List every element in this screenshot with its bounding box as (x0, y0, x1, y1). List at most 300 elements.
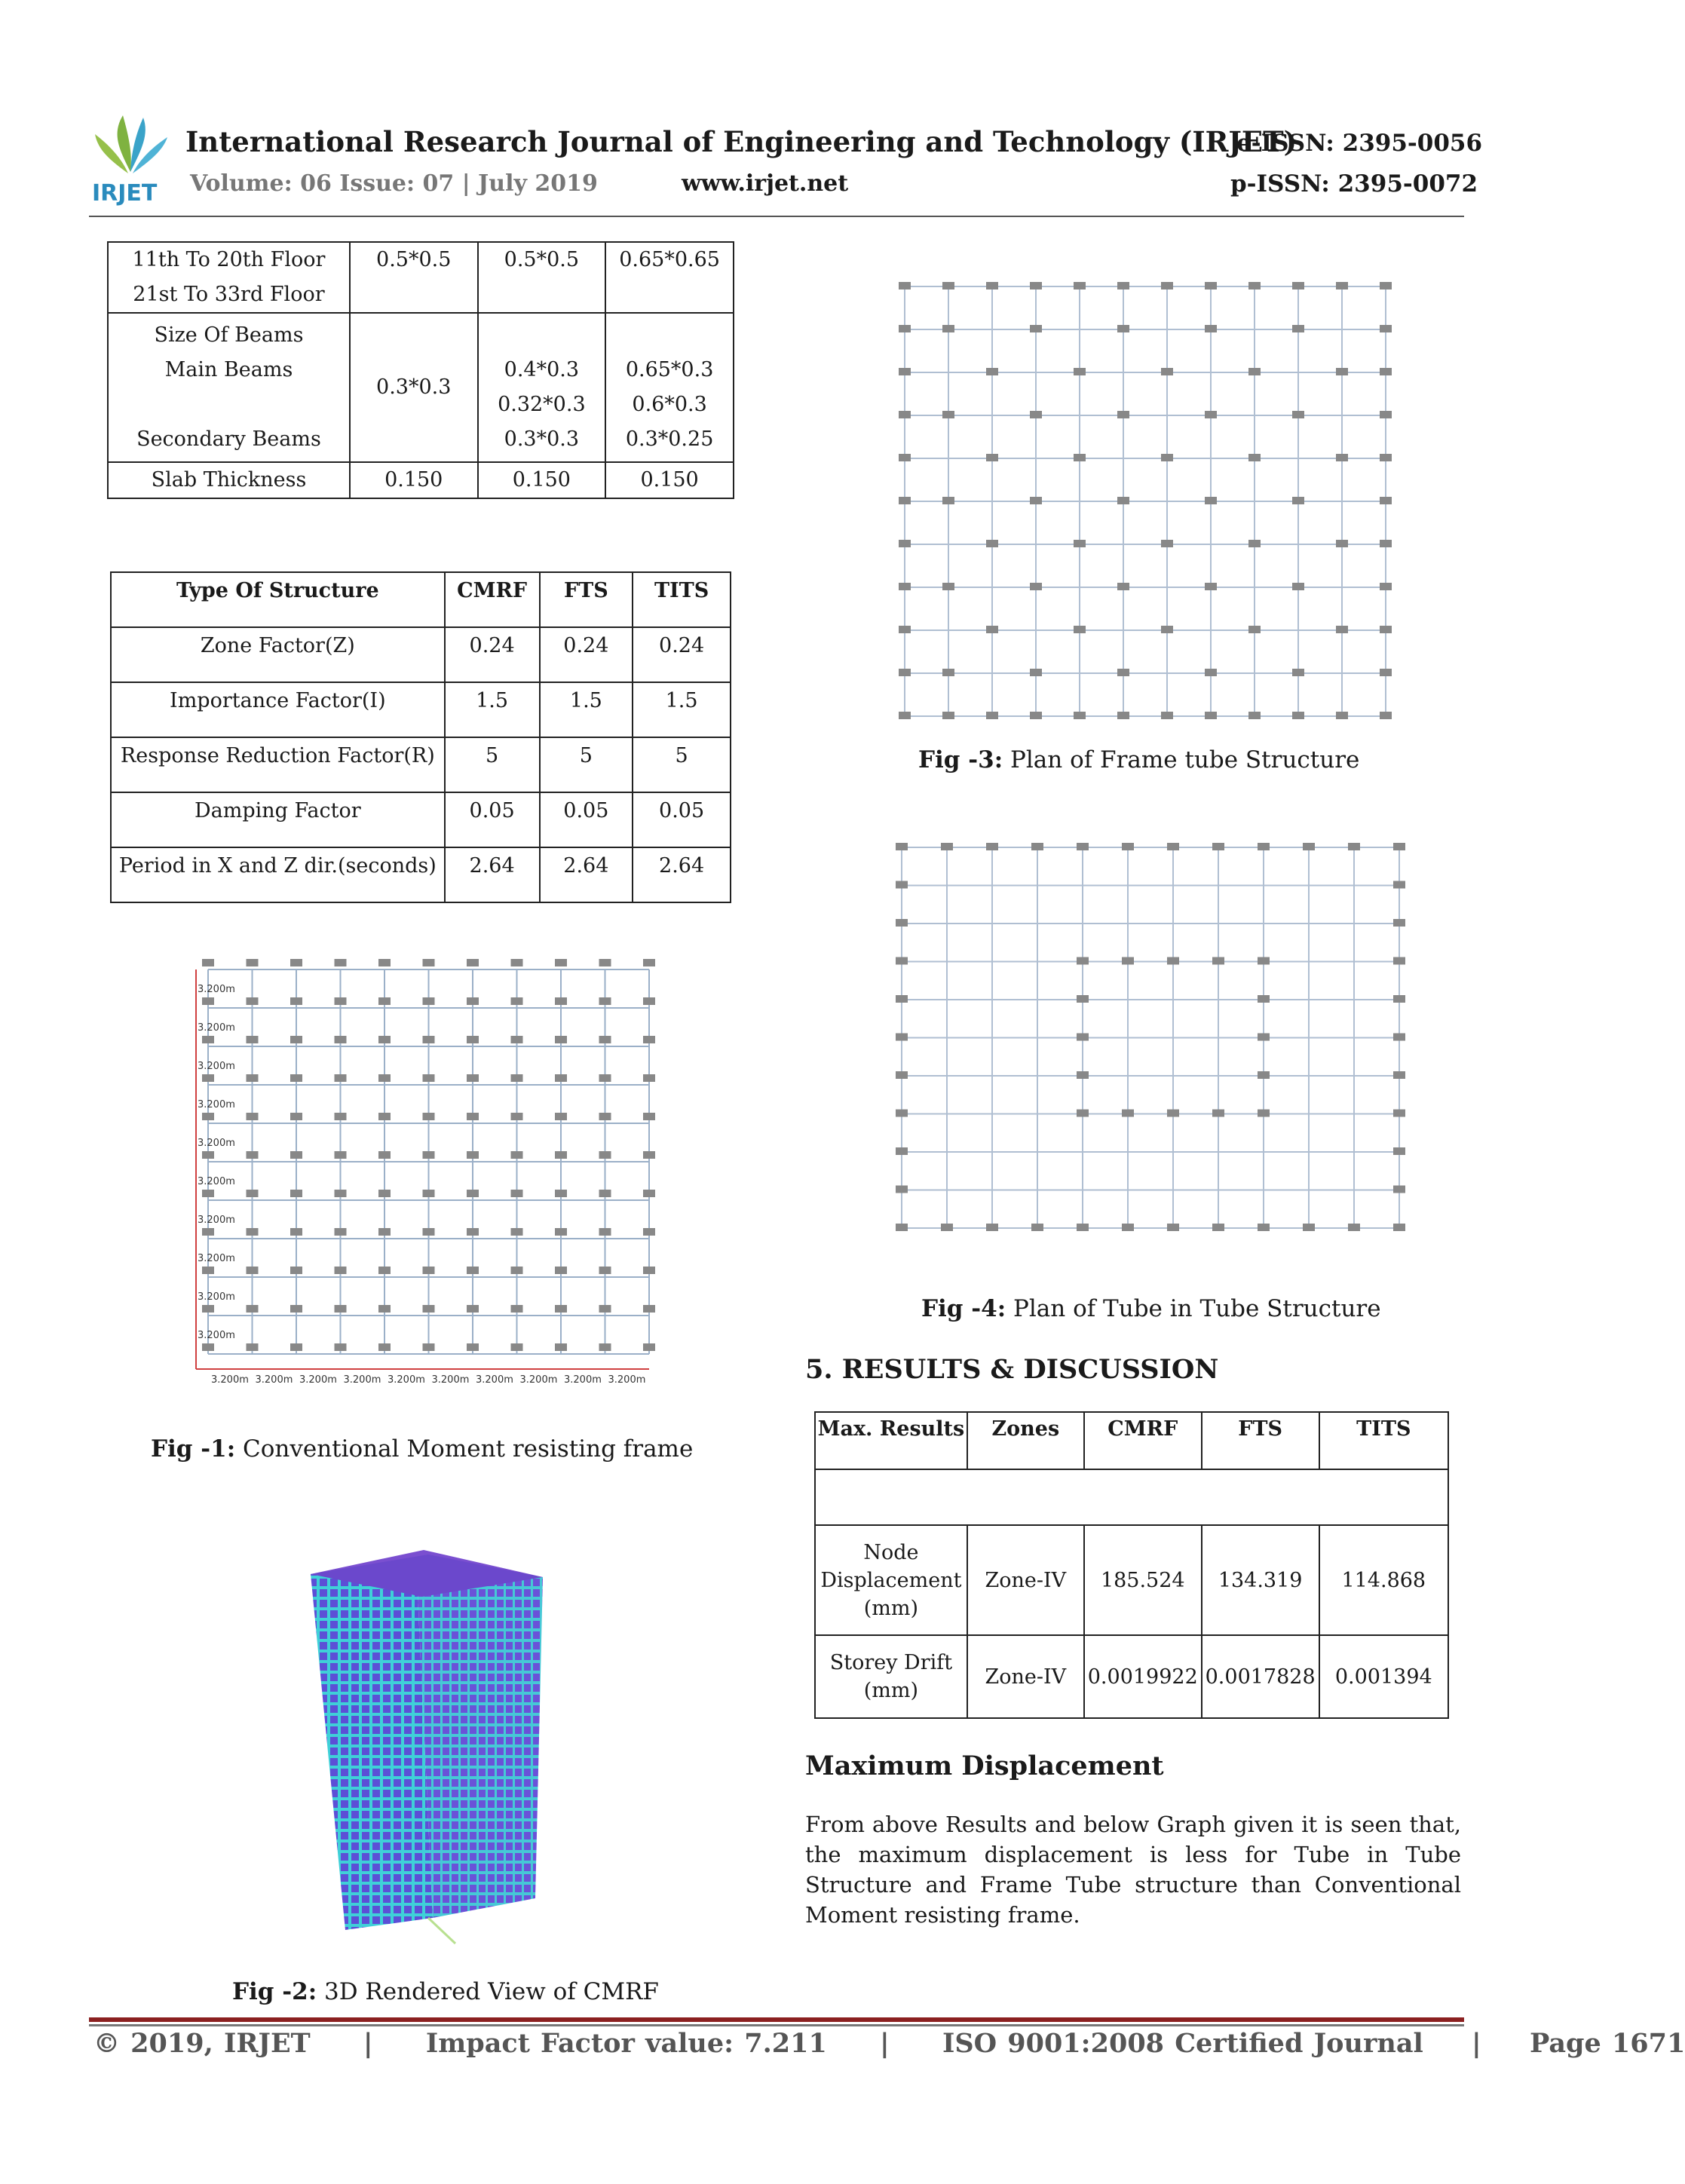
support-icon (1258, 843, 1270, 850)
support-icon (643, 997, 655, 1005)
support-icon (1380, 411, 1392, 418)
support-icon (1077, 1071, 1089, 1079)
support-icon (1122, 843, 1134, 850)
support-icon (896, 1147, 908, 1155)
support-icon (1380, 626, 1392, 633)
journal-title: International Research Journal of Engineering and Technology (IRJET) (185, 125, 1297, 158)
support-icon (986, 1224, 998, 1231)
support-icon (1161, 282, 1173, 289)
support-icon (1117, 325, 1129, 332)
table-cell: 5 (540, 737, 633, 792)
support-icon (202, 1074, 214, 1082)
header-rule (89, 216, 1464, 217)
support-icon (1161, 368, 1173, 375)
support-icon (1380, 712, 1392, 719)
support-icon (555, 1074, 567, 1082)
support-icon (511, 1036, 523, 1043)
support-icon (1380, 368, 1392, 375)
support-icon (1393, 1147, 1405, 1155)
support-icon (1077, 1034, 1089, 1041)
dimension-label: 3.200m (198, 1330, 235, 1341)
table-row (108, 462, 734, 498)
support-icon (899, 454, 911, 461)
support-icon (1292, 712, 1304, 719)
support-icon (247, 1190, 259, 1197)
volume-issue: Volume: 06 Issue: 07 | July 2019 (190, 170, 598, 197)
support-icon (1393, 1110, 1405, 1117)
support-icon (1122, 1224, 1134, 1231)
support-icon (423, 959, 435, 966)
table-cell (815, 1469, 1448, 1525)
support-icon (899, 540, 911, 547)
table-cell: 5 (633, 737, 731, 792)
support-icon (599, 997, 611, 1005)
support-icon (290, 1190, 302, 1197)
support-icon (1117, 583, 1129, 590)
support-icon (467, 959, 479, 966)
support-icon (1077, 1224, 1089, 1231)
support-icon (643, 1036, 655, 1043)
dimension-label: 3.200m (211, 1374, 249, 1386)
dimension-label: 3.200m (255, 1374, 293, 1386)
support-icon (1030, 583, 1042, 590)
table-cell (478, 313, 606, 462)
support-icon (1336, 626, 1348, 633)
table-cell: Zone-IV (967, 1635, 1084, 1718)
dimension-label: 3.200m (198, 1138, 235, 1149)
cell-line: (mm) (863, 1679, 919, 1702)
fig4-caption (921, 1295, 1381, 1322)
support-icon (202, 1151, 214, 1159)
support-icon (1292, 669, 1304, 676)
support-icon (202, 1305, 214, 1313)
dimension-label: 3.200m (343, 1374, 381, 1386)
support-icon (1348, 843, 1360, 850)
support-icon (643, 1343, 655, 1351)
support-icon (1161, 540, 1173, 547)
journal-website: www.irjet.net (682, 170, 849, 197)
support-icon (1117, 411, 1129, 418)
support-icon (1380, 540, 1392, 547)
support-icon (1248, 368, 1261, 375)
dimension-label: 3.200m (198, 1022, 235, 1034)
support-icon (1031, 1224, 1043, 1231)
cell-line: Size Of Beams (154, 323, 304, 347)
support-icon (599, 1074, 611, 1082)
table-row (111, 682, 731, 737)
table-row (108, 242, 734, 313)
cell-line: 0.4*0.3 (504, 358, 580, 381)
support-icon (942, 411, 954, 418)
table-header: FTS (1202, 1412, 1319, 1469)
support-icon (511, 1113, 523, 1120)
footer (93, 2028, 1685, 2059)
table-cell: 0.150 (350, 462, 478, 498)
support-icon (247, 1113, 259, 1120)
support-icon (555, 1190, 567, 1197)
support-icon (942, 497, 954, 504)
fig-label: Fig -1: (151, 1435, 236, 1463)
dimension-label: 3.200m (476, 1374, 513, 1386)
table-cell: 5 (445, 737, 540, 792)
support-icon (899, 626, 911, 633)
fig-label: Fig -4: (921, 1295, 1006, 1322)
support-icon (378, 1151, 391, 1159)
support-icon (896, 1186, 908, 1193)
dimension-label: 3.200m (198, 1176, 235, 1187)
support-icon (1393, 1034, 1405, 1041)
support-icon (467, 1228, 479, 1236)
fig4-tube-in-tube-plan (844, 829, 1440, 1282)
support-icon (1077, 957, 1089, 965)
table-cell: 134.319 (1202, 1525, 1319, 1635)
support-icon (1117, 282, 1129, 289)
table-cell: 0.150 (605, 462, 734, 498)
support-icon (941, 1224, 953, 1231)
support-icon (378, 1036, 391, 1043)
support-icon (1122, 1110, 1134, 1117)
support-icon (378, 1267, 391, 1274)
support-icon (511, 997, 523, 1005)
table-cell (108, 313, 350, 462)
support-icon (599, 1343, 611, 1351)
support-icon (899, 583, 911, 590)
support-icon (335, 959, 347, 966)
support-icon (1074, 626, 1086, 633)
support-icon (1074, 712, 1086, 719)
support-icon (511, 1228, 523, 1236)
support-icon (986, 368, 998, 375)
support-icon (1258, 1034, 1270, 1041)
support-icon (1161, 454, 1173, 461)
table-header: CMRF (1084, 1412, 1202, 1469)
support-icon (896, 957, 908, 965)
support-icon (511, 1343, 523, 1351)
irjet-logo (89, 112, 172, 205)
support-icon (941, 843, 953, 850)
cell-line: Displacement (820, 1568, 962, 1592)
support-icon (899, 368, 911, 375)
table-header: Max. Results (815, 1412, 967, 1469)
footer-iso: ISO 9001:2008 Certified Journal (942, 2028, 1423, 2059)
table-cell: 2.64 (445, 847, 540, 902)
table-cell (108, 242, 350, 313)
support-icon (942, 325, 954, 332)
support-icon (942, 669, 954, 676)
support-icon (1258, 1224, 1270, 1231)
support-icon (1393, 881, 1405, 889)
support-icon (555, 997, 567, 1005)
dimension-label: 3.200m (299, 1374, 337, 1386)
table-cell: 0.001394 (1319, 1635, 1448, 1718)
support-icon (1205, 712, 1217, 719)
support-icon (1077, 1110, 1089, 1117)
fig-label: Fig -3: (918, 746, 1003, 773)
support-icon (1393, 1224, 1405, 1231)
table-cell (350, 242, 478, 313)
support-icon (986, 454, 998, 461)
support-icon (1248, 282, 1261, 289)
support-icon (1117, 669, 1129, 676)
support-icon (1348, 1224, 1360, 1231)
support-icon (555, 1036, 567, 1043)
support-icon (467, 1343, 479, 1351)
support-icon (423, 1113, 435, 1120)
support-icon (511, 1074, 523, 1082)
support-icon (896, 881, 908, 889)
support-icon (555, 959, 567, 966)
support-icon (986, 843, 998, 850)
footer-rule (89, 2017, 1464, 2022)
table-cell: Importance Factor(I) (111, 682, 445, 737)
support-icon (986, 282, 998, 289)
support-icon (1292, 325, 1304, 332)
table-row (111, 847, 731, 902)
support-icon (423, 1151, 435, 1159)
support-icon (335, 1074, 347, 1082)
support-icon (1248, 454, 1261, 461)
support-icon (247, 1074, 259, 1082)
table-cell: 0.05 (540, 792, 633, 847)
support-icon (1248, 712, 1261, 719)
support-icon (1393, 995, 1405, 1003)
cell-line: 11th To 20th Floor (132, 248, 326, 271)
support-line (428, 1918, 455, 1944)
support-icon (247, 997, 259, 1005)
support-icon (1258, 957, 1270, 965)
dimension-label: 3.200m (388, 1374, 425, 1386)
cell-line: 0.3*0.25 (625, 427, 714, 451)
footer-sep: | (363, 2028, 373, 2059)
support-icon (290, 1113, 302, 1120)
support-icon (1212, 957, 1224, 965)
dimension-label: 3.200m (564, 1374, 602, 1386)
support-icon (1258, 1110, 1270, 1117)
support-icon (1205, 411, 1217, 418)
support-icon (643, 1113, 655, 1120)
support-icon (202, 1036, 214, 1043)
dimension-label: 3.200m (198, 1099, 235, 1110)
support-icon (378, 1190, 391, 1197)
support-icon (1167, 1110, 1179, 1117)
table-cell (605, 242, 734, 313)
support-icon (247, 1267, 259, 1274)
support-icon (1167, 843, 1179, 850)
support-icon (643, 1151, 655, 1159)
fig-label: Fig -2: (232, 1978, 317, 2005)
table-cell: 185.524 (1084, 1525, 1202, 1635)
fig2-3d-rendered-view (296, 1544, 567, 1951)
table-row (815, 1525, 1448, 1635)
fig1-cmrf-elevation (185, 939, 674, 1384)
support-icon (1258, 995, 1270, 1003)
fig-caption-text: Conventional Moment resisting frame (235, 1435, 694, 1463)
support-icon (511, 1267, 523, 1274)
support-icon (1258, 1071, 1270, 1079)
support-icon (202, 1190, 214, 1197)
dimension-label: 3.200m (608, 1374, 646, 1386)
support-icon (896, 995, 908, 1003)
support-icon (896, 1110, 908, 1117)
support-icon (1031, 843, 1043, 850)
cell-line: 0.32*0.3 (498, 393, 586, 416)
support-icon (1292, 411, 1304, 418)
cell-line: 0.65*0.65 (619, 248, 720, 271)
support-icon (555, 1113, 567, 1120)
seismic-parameters-table (110, 571, 731, 903)
support-icon (1212, 1110, 1224, 1117)
support-icon (1205, 497, 1217, 504)
support-icon (1030, 712, 1042, 719)
support-icon (899, 497, 911, 504)
support-icon (643, 1228, 655, 1236)
support-icon (1205, 282, 1217, 289)
fig3-caption (918, 746, 1359, 773)
support-icon (942, 712, 954, 719)
table-row (111, 737, 731, 792)
support-icon (202, 1267, 214, 1274)
support-icon (378, 1343, 391, 1351)
support-icon (247, 1036, 259, 1043)
support-icon (202, 1343, 214, 1351)
table-header: CMRF (445, 572, 540, 627)
table-row (815, 1635, 1448, 1718)
support-icon (1074, 540, 1086, 547)
support-icon (599, 1228, 611, 1236)
support-icon (1380, 669, 1392, 676)
support-icon (423, 1228, 435, 1236)
table-cell: Response Reduction Factor(R) (111, 737, 445, 792)
table-header: FTS (540, 572, 633, 627)
cell-line: Main Beams (164, 358, 293, 381)
support-icon (467, 1151, 479, 1159)
support-icon (1336, 454, 1348, 461)
table-cell: 0.24 (633, 627, 731, 682)
fig-caption-text: 3D Rendered View of CMRF (317, 1978, 659, 2005)
support-icon (467, 1113, 479, 1120)
support-icon (1161, 712, 1173, 719)
support-icon (599, 1113, 611, 1120)
table-cell: 1.5 (540, 682, 633, 737)
support-icon (202, 1228, 214, 1236)
support-icon (378, 1074, 391, 1082)
support-icon (423, 1036, 435, 1043)
table-cell: 2.64 (633, 847, 731, 902)
support-icon (290, 1305, 302, 1313)
support-icon (899, 411, 911, 418)
support-icon (1212, 843, 1224, 850)
table-header: Zones (967, 1412, 1084, 1469)
table-header-row (815, 1412, 1448, 1469)
support-icon (1336, 540, 1348, 547)
support-icon (1161, 626, 1173, 633)
cell-line: Node (863, 1540, 919, 1564)
support-icon (378, 1228, 391, 1236)
table-header: Type Of Structure (111, 572, 445, 627)
support-icon (335, 1151, 347, 1159)
support-icon (555, 1267, 567, 1274)
support-icon (942, 282, 954, 289)
support-icon (423, 1305, 435, 1313)
cell-line: Secondary Beams (136, 427, 321, 451)
support-icon (378, 997, 391, 1005)
support-icon (335, 1228, 347, 1236)
support-icon (599, 1151, 611, 1159)
support-icon (290, 1228, 302, 1236)
support-icon (1393, 1071, 1405, 1079)
table-row (108, 313, 734, 462)
support-icon (899, 282, 911, 289)
dimension-label: 3.200m (198, 1061, 235, 1072)
table-cell: Period in X and Z dir.(seconds) (111, 847, 445, 902)
support-icon (1380, 583, 1392, 590)
fig3-frame-tube-plan (832, 268, 1428, 721)
support-icon (643, 1190, 655, 1197)
support-icon (899, 712, 911, 719)
support-icon (290, 959, 302, 966)
footer-rule-thin (89, 2024, 1464, 2026)
table-cell: 0.24 (540, 627, 633, 682)
support-icon (899, 669, 911, 676)
support-icon (247, 1228, 259, 1236)
table-cell: 114.868 (1319, 1525, 1448, 1635)
support-icon (378, 959, 391, 966)
building-front-face (311, 1562, 433, 1930)
support-icon (599, 1305, 611, 1313)
cell-line: 21st To 33rd Floor (133, 283, 325, 306)
support-icon (467, 997, 479, 1005)
dimension-label: 3.200m (431, 1374, 470, 1386)
support-icon (335, 1343, 347, 1351)
support-icon (247, 1151, 259, 1159)
support-icon (423, 1343, 435, 1351)
support-icon (986, 626, 998, 633)
fig-caption-text: Plan of Tube in Tube Structure (1006, 1295, 1381, 1322)
support-icon (1074, 282, 1086, 289)
fig-caption-text: Plan of Frame tube Structure (1003, 746, 1360, 773)
support-icon (378, 1113, 391, 1120)
support-icon (896, 843, 908, 850)
support-icon (1393, 1186, 1405, 1193)
support-icon (290, 1036, 302, 1043)
table-cell: 0.05 (445, 792, 540, 847)
support-icon (202, 997, 214, 1005)
support-icon (1336, 282, 1348, 289)
support-icon (247, 1305, 259, 1313)
body-paragraph: From above Results and below Graph given it is seen that, the maximum displacement is less for Tube in Tube Structure and Frame Tube structure than Conventional Moment resisting frame. (805, 1812, 1461, 1928)
table-cell: 1.5 (633, 682, 731, 737)
dimension-label: 3.200m (198, 984, 235, 995)
support-icon (247, 959, 259, 966)
support-icon (1380, 454, 1392, 461)
logo-text: IRJET (92, 180, 158, 207)
support-icon (899, 325, 911, 332)
support-icon (599, 959, 611, 966)
support-icon (1122, 957, 1134, 965)
support-icon (1393, 919, 1405, 927)
table-cell: 0.24 (445, 627, 540, 682)
cell-line: 0.6*0.3 (632, 393, 707, 416)
cell-line: 0.65*0.3 (625, 358, 714, 381)
support-icon (555, 1305, 567, 1313)
support-icon (1336, 712, 1348, 719)
support-icon (1167, 1224, 1179, 1231)
support-icon (335, 1305, 347, 1313)
cell-line (109, 387, 349, 422)
table-cell (815, 1635, 967, 1718)
cell-line: 0.3*0.3 (376, 375, 452, 399)
table-cell: 0.0019922 (1084, 1635, 1202, 1718)
